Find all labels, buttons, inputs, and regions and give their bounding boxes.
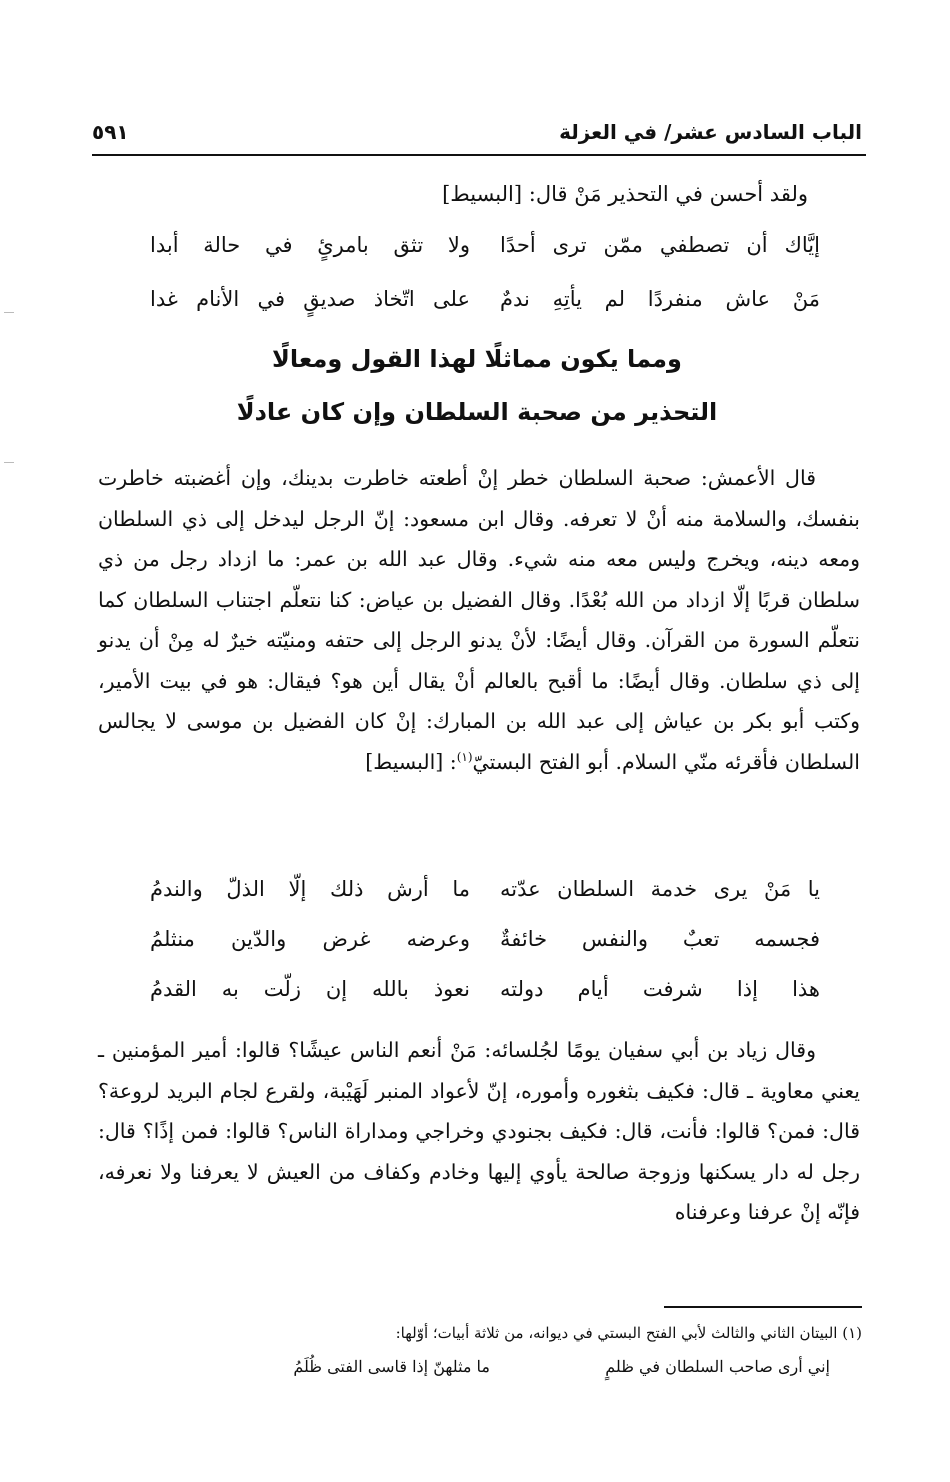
page-header <box>92 112 862 152</box>
verse-second-hemistich: على اتّخاذ صديقٍ في الأنام غدا <box>150 287 470 311</box>
meter-label: [البسيط] <box>442 182 523 206</box>
verse-second-hemistich: ولا تثق بامرئٍ في حالة أبدا <box>150 233 470 257</box>
verse-first-hemistich: هذا إذا شرفت أيام دولته <box>500 977 820 1001</box>
scan-margin-mark <box>4 462 14 463</box>
poem2-verse <box>150 916 820 962</box>
poem2-verse <box>150 866 820 912</box>
footnote-verse-second: ما مثلهنّ إذا قاسى الفتى ظُلَمُ <box>293 1356 490 1376</box>
poem1-verse <box>150 222 820 268</box>
paragraph-2 <box>98 1030 860 1233</box>
verse-first-hemistich: مَنْ عاش منفردًا لم يأتِهِ ندمٌ <box>500 287 820 311</box>
intro-line <box>128 174 808 214</box>
section-title-line2: التحذير من صحبة السلطان وإن كان عادلًا <box>236 398 718 426</box>
intro-text: ولقد أحسن في التحذير مَنْ قال: <box>528 182 808 206</box>
verse-first-hemistich: إيَّاك أن تصطفي ممّن ترى أحدًا <box>500 233 820 257</box>
poet-attribution: أبو الفتح البستيّ <box>472 749 609 774</box>
verse-first-hemistich: يا مَنْ يرى خدمة السلطان عدّته <box>500 877 820 901</box>
header-rule <box>92 154 866 156</box>
verse-second-hemistich: نعوذ بالله إن زلّت به القدمُ <box>150 977 470 1001</box>
running-title: الباب السادس عشر/ في العزلة <box>559 120 862 144</box>
verse-second-hemistich: ما أرش ذلك إلّا الذلّ والندمُ <box>150 877 470 901</box>
scan-margin-mark <box>4 312 14 313</box>
footnote-text: (١) البيتان الثاني والثالث لأبي الفتح البستي في ديوانه، من ثلاثة أبيات؛ أوّلها: <box>395 1324 862 1342</box>
verse-second-hemistich: وعرضه غرض والدّين منثلمُ <box>150 927 470 951</box>
footnote-verse <box>190 1350 830 1382</box>
footnote-rule <box>664 1306 862 1308</box>
poem1-verse <box>150 276 820 322</box>
meter-label: : [البسيط] <box>365 749 457 774</box>
footnote-verse-first: إني أرى صاحب السلطان في ظلمٍ <box>605 1356 830 1376</box>
section-title-line1: ومما يكون مماثلًا لهذا القول ومعالًا <box>272 345 682 373</box>
footnote-ref[interactable]: (١) <box>456 749 473 764</box>
page-number: ٥٩١ <box>92 120 129 144</box>
poem2-verse <box>150 966 820 1012</box>
paragraph-2-text: وقال زياد بن أبي سفيان يومًا لجُلسائه: مَنْ أنعم الناس عيشًا؟ قالوا: أمير المؤمنين ـ يعني معاوية ـ قال: فكيف بثغوره وأموره، إنّ لأعواد المنبر لَهَيْبة، ولقرع لجام البريد لروعة؟ قال: فمن؟ قالوا: فأنت، قال: فكيف بجنودي وخراجي ومداراة الناس؟ قالوا: فمن إذًا؟ قال: رجل له دار يسكنها وزوجة صالحة يأوي إليها وخادم وكفاف من العيش لا يعرفنا ولا نعرفه، فإنّه إنْ عرفنا وعرفناه <box>98 1038 861 1224</box>
paragraph-1 <box>98 458 860 782</box>
verse-first-hemistich: فجسمه تعبٌ والنفس خائفةٌ <box>500 927 820 951</box>
paragraph-1-text: قال الأعمش: صحبة السلطان خطر إنْ أطعته خاطرت بدينك، وإن أغضبته خاطرت بنفسك، والسلامة منه أنْ لا تعرفه. وقال ابن مسعود: إنّ الرجل ليدخل إلى ذي السلطان ومعه دينه، ويخرج وليس معه منه شيء. وقال عبد الله بن عمر: ما ازداد رجل من ذي سلطان قربًا إلّا ازداد من الله بُعْدًا. وقال الفضيل بن عياض: كنا نتعلّم اجتناب السلطان كما نتعلّم السورة من القرآن. وقال أيضًا: لأنْ يدنو الرجل إلى حتفه ومنيّته خيرٌ له مِنْ أن يدنو إلى ذي سلطان. وقال أيضًا: ما أقبح بالعالم أنْ يقال أين هو؟ فيقال: هو في بيت الأمير، وكتب أبو بكر بن عياش إلى عبد الله بن المبارك: إنْ كان الفضيل بن موسى لا يجالس السلطان فأقرئه منّي السلام. <box>98 466 860 774</box>
